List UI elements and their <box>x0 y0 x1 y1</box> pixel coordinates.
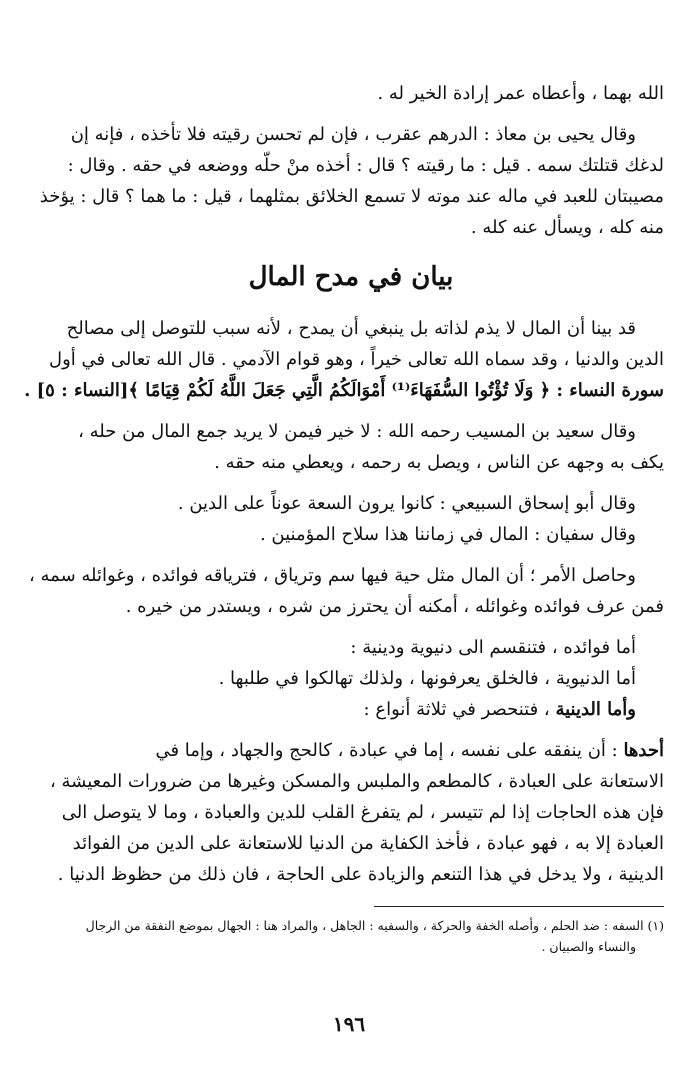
saeed-paragraph <box>38 416 664 478</box>
text-line: الاستعانة على العبادة ، كالمطعم والملبس والمسكن وغيرها من ضرورات المعيشة ، <box>49 771 664 792</box>
footnote-line: (١) السفه : ضد الحلم ، وأصله الخفة والحركة ، والسفيه : الجاهل ، والمراد هنا : الجهال بموضع النفقة من الرجال <box>85 918 664 933</box>
text-line: مصيبتان للعبد في ماله عند موته لا تسمع الخلائق بمثلهما ، قيل : ما هما ؟ قال : يؤخذ <box>39 186 664 207</box>
page-number: ١٩٦ <box>332 1012 366 1036</box>
text-line <box>38 735 664 766</box>
page-body <box>24 78 664 957</box>
text-line: وقال أبو إسحاق السبيعي : كانوا يرون السعة عوناً على الدين . <box>177 493 636 514</box>
quran-verse-line: سورة النساء : ﴿ وَلَا تُؤْتُوا السُّفَهَاءَ⁽¹⁾ أَمْوَالَكُمُ الَّتِي جَعَلَ اللَّهُ لَكُمْ قِيَامًا ﴾[النساء : ٥] . <box>24 380 664 401</box>
intro-paragraph <box>24 313 664 406</box>
text-line: وحاصل الأمر ؛ أن المال مثل حية فيها سم وترياق ، فترياقه فوائده ، وغوائله سمه ، <box>29 565 636 586</box>
continuation-paragraph <box>38 78 664 109</box>
text-line: الدينية ، ولا يدخل في هذا التنعم والزيادة على الحاجة ، فان ذلك من حظوظ الدنيا . <box>57 864 664 885</box>
text-line: أما الدنيوية ، فالخلق يعرفونها ، ولذلك تهالكوا في طلبها . <box>218 668 636 689</box>
first-rest: : أن ينفقه على نفسه ، إما في عبادة ، كالحج والجهاد ، وإما في <box>155 740 624 761</box>
footnote-line: والنساء والصبيان . <box>541 939 636 954</box>
text-line: العبادة إلا به ، فهو عبادة ، فأخذ الكفاية من الدنيا للاستعانة على الدين من الفوائد <box>72 833 664 854</box>
footnote-divider <box>374 906 664 907</box>
text-line: فإن هذه الحاجات إذا لم تتيسر ، لم يتفرغ القلب للدين والعبادة ، وما لا يتوصل الى <box>61 802 664 823</box>
text-line <box>38 694 664 725</box>
religious-lead: وأما الدينية <box>555 699 636 720</box>
yahya-paragraph <box>38 119 664 243</box>
text-line: منه كله ، ويسأل عنه كله . <box>470 217 664 238</box>
text-line: وقال سفيان : المال في زماننا هذا سلاح المؤمنين . <box>259 524 636 545</box>
text-line: وقال سعيد بن المسيب رحمه الله : لا خير فيمن لا يريد جمع المال من حله ، <box>78 421 636 442</box>
section-heading: بيان في مدح المال <box>248 262 454 292</box>
first-lead: أحدها <box>623 740 664 761</box>
text-line: يكف به وجهه عن الناس ، ويصل به رحمه ، ويعطي منه حقه . <box>214 452 664 473</box>
text-line: فمن عرف فوائده وغوائله ، أمكنه أن يحترز من شره ، ويستدر من خيره . <box>125 596 664 617</box>
text-line: أما فوائده ، فتنقسم الى دنيوية ودينية : <box>350 637 636 658</box>
religious-rest: ، فتنحصر في ثلاثة أنواع : <box>363 699 556 720</box>
footnote <box>38 915 664 957</box>
first-type-paragraph <box>38 735 664 890</box>
quotes-paragraph <box>38 488 664 550</box>
text-line: لدغك قتلتك سمه . قيل : ما رقيته ؟ قال : أخذه منْ حلّه ووضعه في حقه . وقال : <box>67 155 664 176</box>
text-line: قد بينا أن المال لا يذم لذاته بل ينبغي أن يمدح ، لأنه سبب للتوصل إلى مصالح <box>66 318 636 339</box>
benefits-paragraph <box>38 632 664 725</box>
text-line: الله بهما ، وأعطاه عمر إرادة الخير له . <box>377 83 664 104</box>
summary-paragraph <box>29 560 664 622</box>
text-line: وقال يحيى بن معاذ : الدرهم عقرب ، فإن لم تحسن رقيته فلا تأخذه ، فإنه إن <box>70 124 636 145</box>
text-line: الدين والدنيا ، وقد سماه الله تعالى خيراً ، وهو قوام الآدمي . قال الله تعالى في أول <box>49 349 664 370</box>
